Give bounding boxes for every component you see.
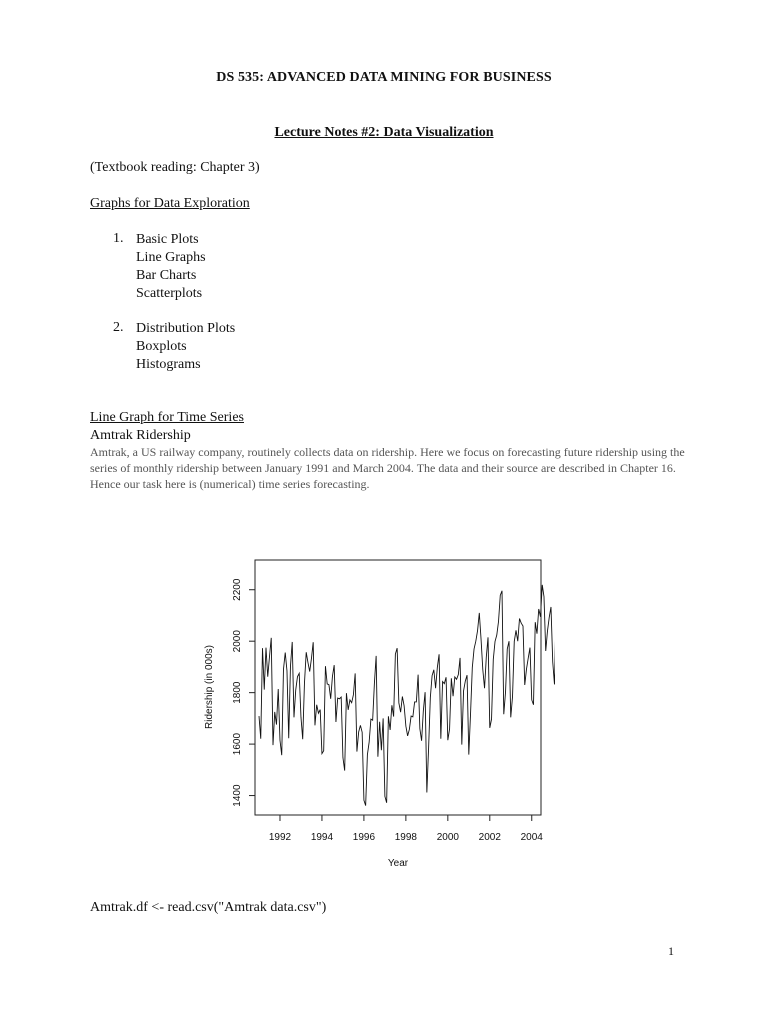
y-axis-label: Ridership (in 000s) xyxy=(204,645,215,729)
x-axis-label: Year xyxy=(387,858,409,869)
list-item: Bar Charts xyxy=(136,268,197,283)
x-tick-label: 2004 xyxy=(520,832,543,843)
subheading-amtrak: Amtrak Ridership xyxy=(90,428,191,443)
intro-paragraph: Amtrak, a US railway company, routinely collects data on ridership. Here we focus on forecasting future ridership using the series of monthly ridership between January 1991 and March 2004. The data and their source are described in Chapter 16. Hence our task here is (numerical) time series forecasting. xyxy=(90,445,685,491)
section-heading-timeseries: Line Graph for Time Series xyxy=(90,410,244,425)
section-heading-exploration: Graphs for Data Exploration xyxy=(90,196,250,211)
x-tick-label: 1992 xyxy=(268,832,292,843)
lecture-title: Lecture Notes #2: Data Visualization xyxy=(274,125,494,140)
page-number: 1 xyxy=(668,944,674,958)
x-axis xyxy=(269,815,543,843)
x-tick-label: 2002 xyxy=(478,832,501,843)
x-tick-label: 2000 xyxy=(436,832,459,843)
list-item: Line Graphs xyxy=(136,250,206,265)
code-line: Amtrak.df <- read.csv("Amtrak data.csv") xyxy=(90,900,327,915)
list-item: Boxplots xyxy=(136,339,187,354)
series-line-ridership xyxy=(259,585,555,806)
list-item: Histograms xyxy=(136,357,201,372)
y-tick-label: 2200 xyxy=(232,578,243,601)
x-tick-label: 1998 xyxy=(394,832,417,843)
list-item: Distribution Plots xyxy=(136,321,236,336)
list-number-2: 2. xyxy=(113,320,124,335)
y-tick-label: 1600 xyxy=(232,732,243,756)
y-tick-label: 2000 xyxy=(232,630,243,653)
x-tick-label: 1996 xyxy=(352,832,376,843)
textbook-reading: (Textbook reading: Chapter 3) xyxy=(90,160,260,175)
y-tick-label: 1400 xyxy=(232,784,243,807)
y-tick-label: 1800 xyxy=(232,681,243,704)
y-axis xyxy=(232,578,255,807)
list-item: Basic Plots xyxy=(136,232,199,247)
course-title: DS 535: ADVANCED DATA MINING FOR BUSINESS xyxy=(216,70,552,85)
list-item: Scatterplots xyxy=(136,286,203,301)
x-tick-label: 1994 xyxy=(310,832,334,843)
ridership-line-chart xyxy=(195,545,555,885)
list-number-1: 1. xyxy=(113,231,124,246)
